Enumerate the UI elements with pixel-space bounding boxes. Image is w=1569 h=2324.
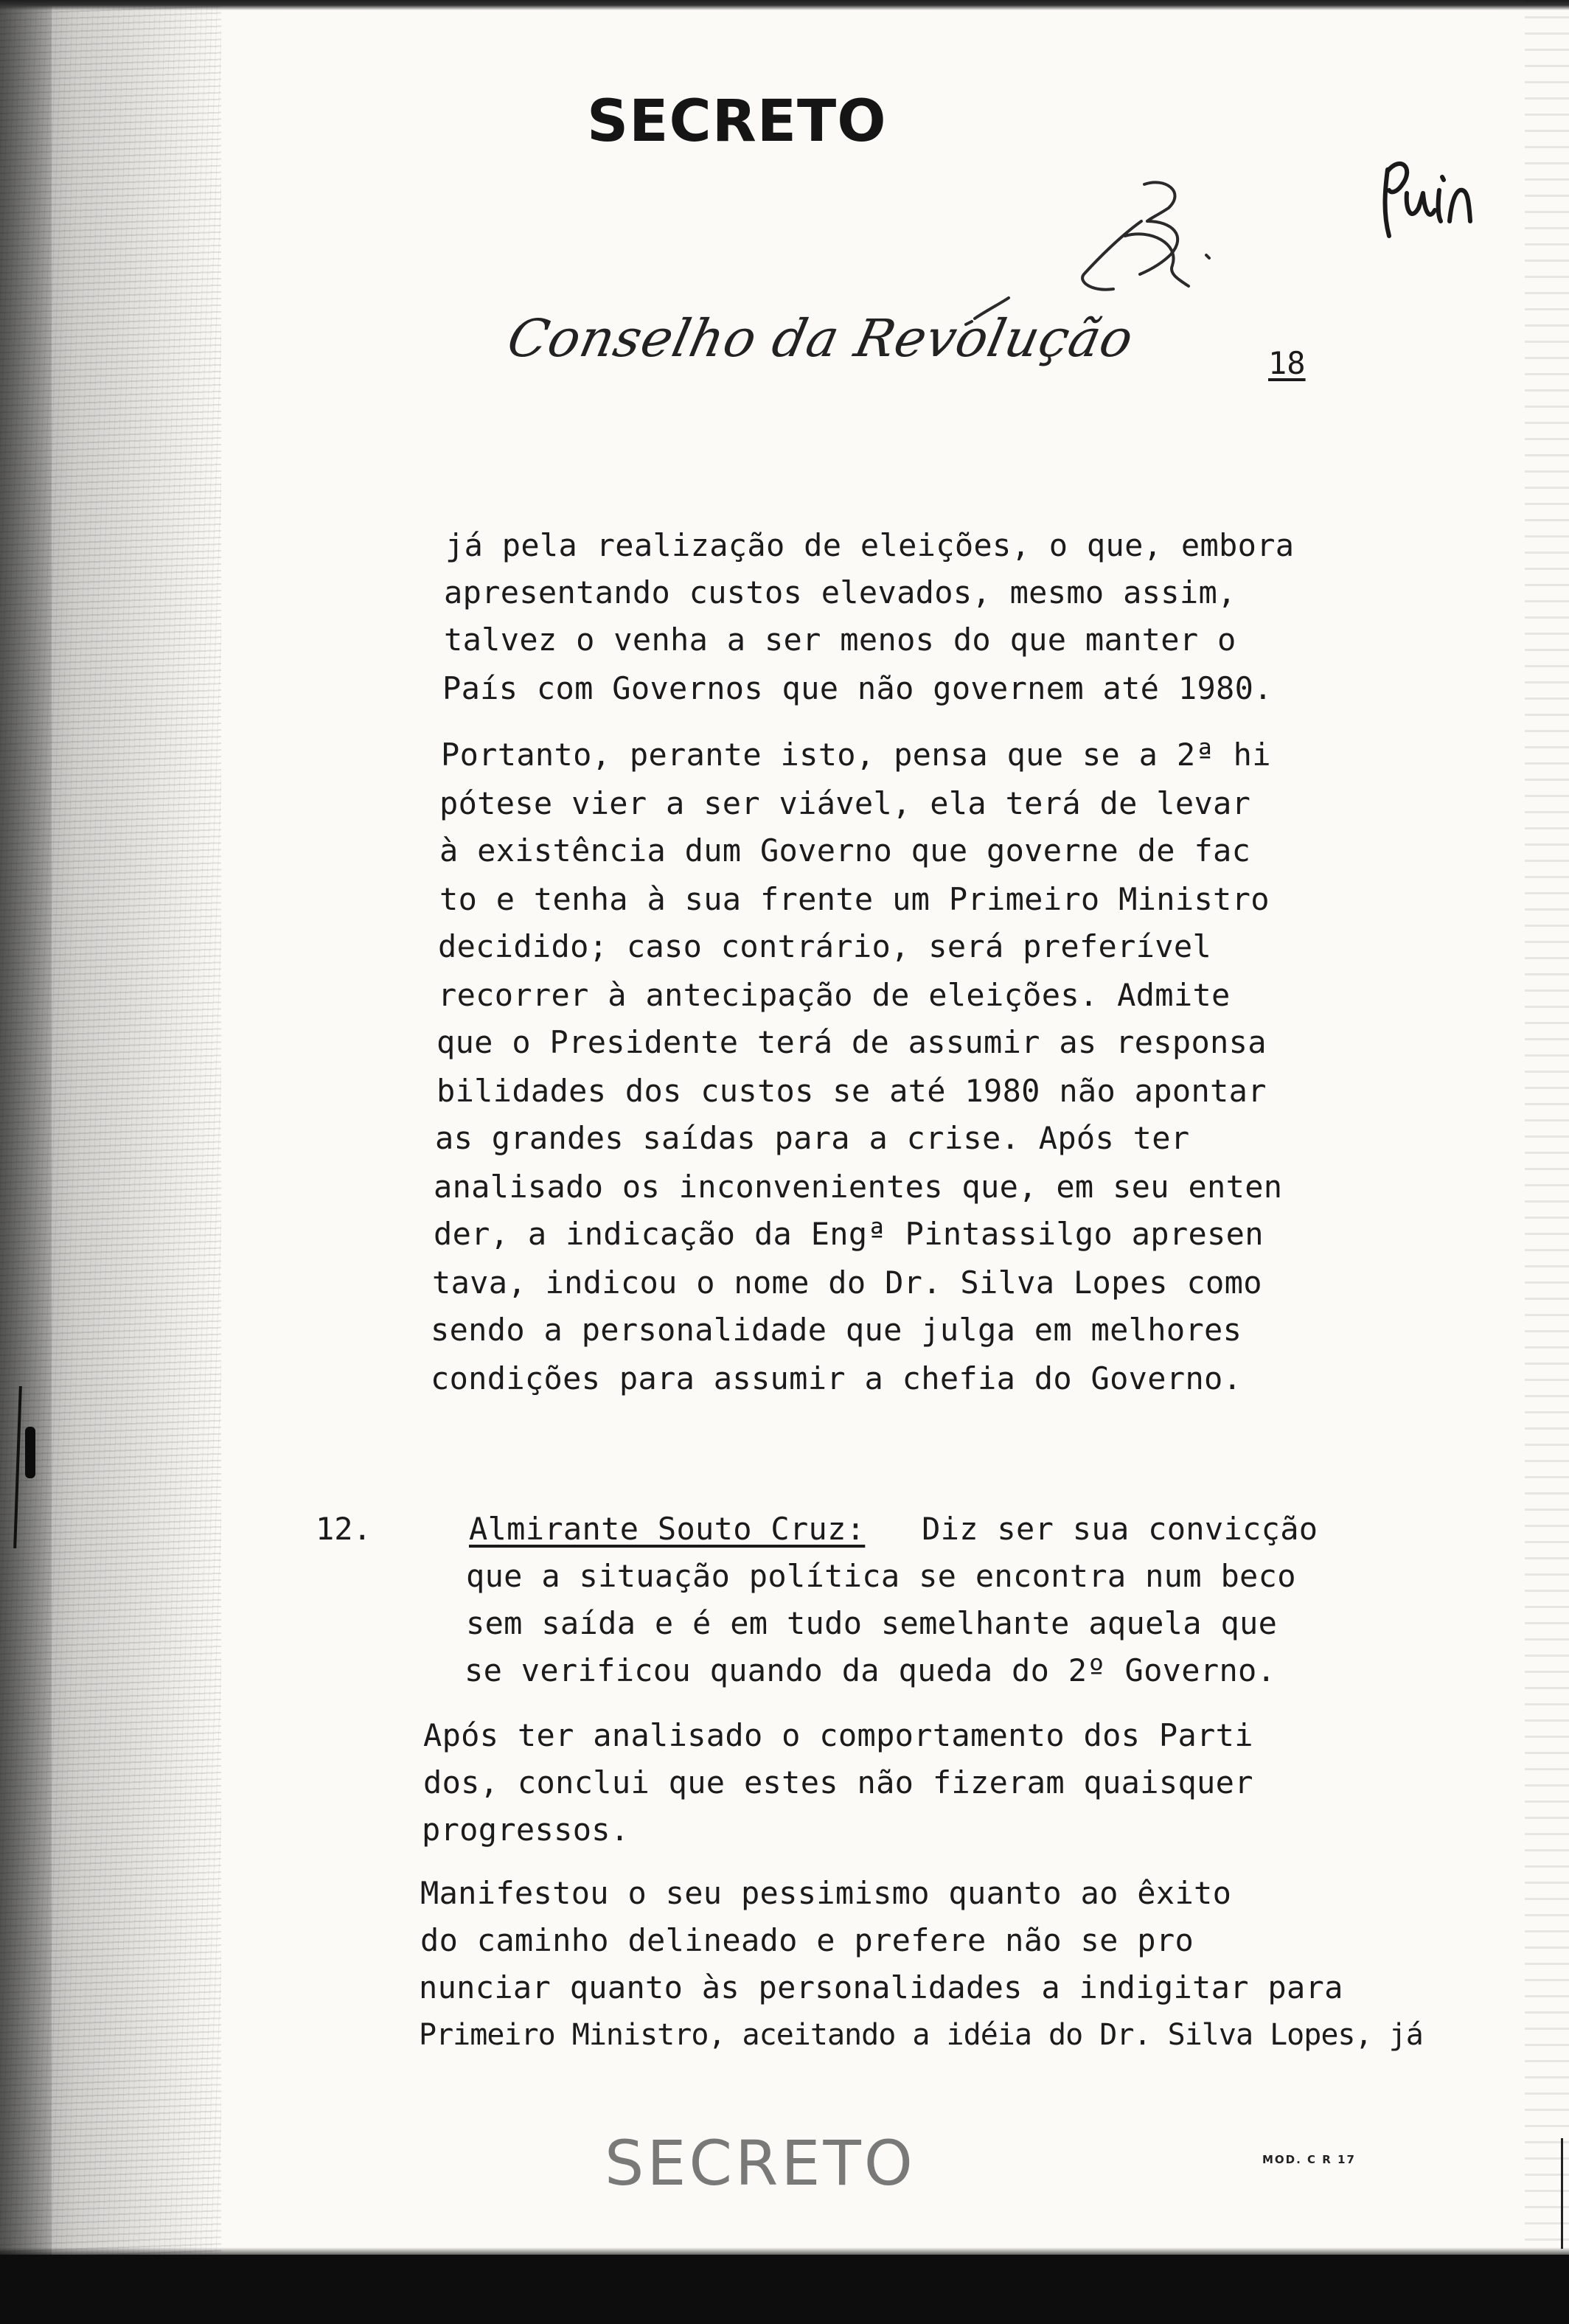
body-line: Após ter analisado o comportamento dos Parti <box>423 1717 1253 1753</box>
speaker-name: Almirante Souto Cruz: <box>469 1511 866 1547</box>
classification-stamp-top: SECRETO <box>587 88 887 155</box>
body-line: sendo a personalidade que julga em melhores <box>431 1312 1242 1348</box>
body-line: se verificou quando da queda do 2º Governo. <box>465 1652 1276 1688</box>
body-line: Primeiro Ministro, aceitando a idéia do Dr. Silva Lopes, já <box>419 2018 1423 2052</box>
body-line: que o Presidente terá de assumir as responsa <box>436 1024 1267 1060</box>
form-code: MOD. C R 17 <box>1262 2153 1356 2166</box>
body-line: condições para assumir a chefia do Governo. <box>431 1360 1242 1396</box>
body-line: do caminho delineado e prefere não se pro <box>420 1922 1194 1958</box>
body-line: já pela realização de eleições, o que, embora <box>445 527 1295 563</box>
body-line: as grandes saídas para a crise. Após ter <box>435 1120 1190 1156</box>
body-line: dos, conclui que estes não fizeram quaisquer <box>423 1764 1253 1801</box>
body-line: nunciar quanto às personalidades a indigitar para <box>419 1969 1343 2005</box>
body-line: progressos. <box>422 1812 630 1848</box>
institution-letterhead: Conselho da Revolução <box>502 308 1139 369</box>
body-line: recorrer à antecipação de eleições. Admite <box>438 977 1231 1013</box>
body-line: bilidades dos custos se até 1980 não apontar <box>436 1073 1267 1109</box>
page-number: 18 <box>1268 345 1306 381</box>
body-line: tava, indicou o nome do Dr. Silva Lopes como <box>432 1264 1262 1301</box>
spacer <box>865 1511 922 1547</box>
item-first-line <box>469 1511 1318 1547</box>
body-line: à existência dum Governo que governe de fac <box>439 832 1251 869</box>
body-line: to e tenha à sua frente um Primeiro Ministro <box>439 881 1270 917</box>
body-line: pótese vier a ser viável, ela terá de levar <box>439 785 1251 821</box>
body-line: País com Governos que não governem até 1980. <box>442 670 1273 706</box>
body-line: der, a indicação da Engª Pintassilgo apresen <box>434 1216 1264 1252</box>
item-first-line-text: Diz ser sua convicção <box>922 1511 1318 1547</box>
body-line: apresentando custos elevados, mesmo assim, <box>444 574 1236 610</box>
body-line: talvez o venha a ser menos do que manter o <box>444 622 1236 658</box>
body-line: Manifestou o seu pessimismo quanto ao êxito <box>420 1875 1232 1911</box>
body-line: Portanto, perante isto, pensa que se a 2ª hi <box>441 737 1271 773</box>
signature-initials <box>1385 164 1471 236</box>
body-line: analisado os inconvenientes que, em seu enten <box>434 1169 1283 1205</box>
pen-scribble <box>966 182 1209 324</box>
body-line: sem saída e é em tudo semelhante aquela que <box>466 1605 1278 1641</box>
body-line: decidido; caso contrário, será preferível <box>438 928 1212 964</box>
body-line: que a situação política se encontra num beco <box>466 1558 1296 1594</box>
classification-stamp-bottom: SECRETO <box>605 2127 916 2199</box>
item-number: 12. <box>316 1511 372 1547</box>
